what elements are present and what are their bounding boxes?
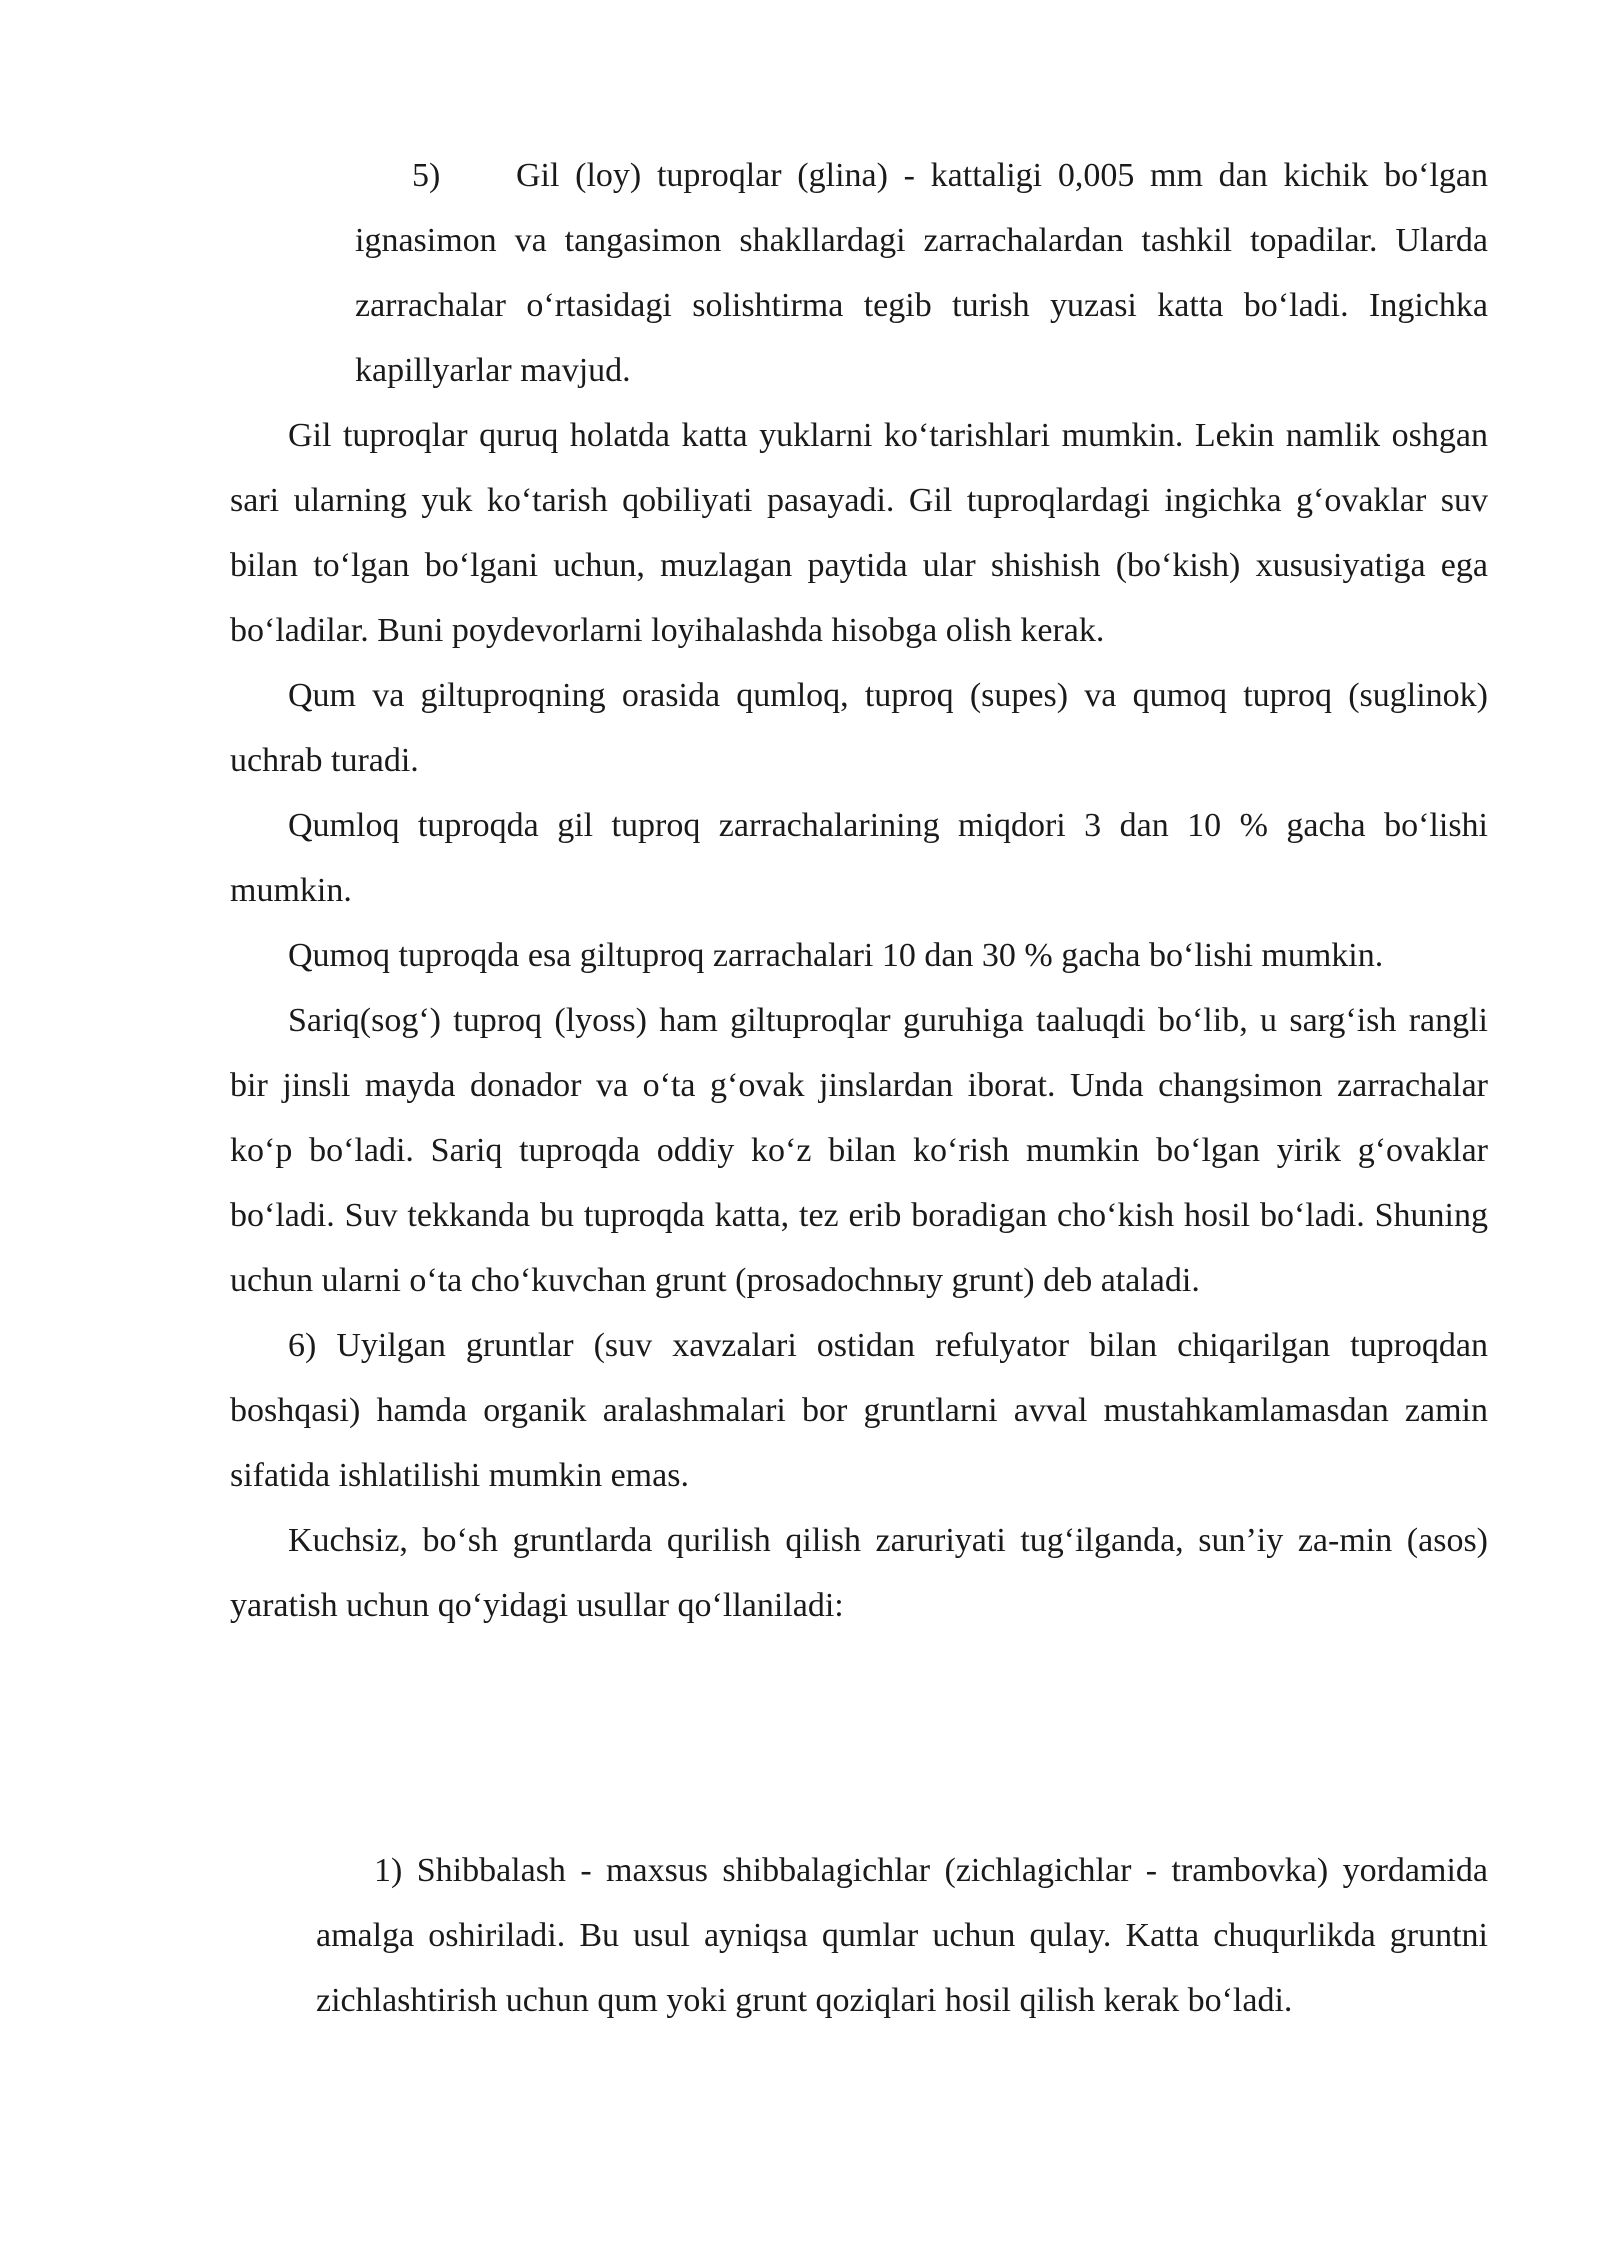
list-item-1-text: 1) Shibbalash - maxsus shibbalagichlar (zichlagichlar - trambovka) yordamida amalga oshiriladi. Bu usul ayniqsa qumlar uchun qulay. Katta chuqurlikda gruntni zichlashtirish uchun qum yoki grunt qoziqlari hosil qilish kerak bo‘ladi. <box>316 1852 1488 2019</box>
paragraph-qum-giltuproq: Qum va giltuproqning orasida qumloq, tuproq (supes) va qumoq tuproq (suglinok) uchrab turadi. <box>230 677 1488 779</box>
list-item-5 <box>355 143 1488 403</box>
paragraph-gil-tuproqlar: Gil tuproqlar quruq holatda katta yuklarni ko‘tarishlari mumkin. Lekin namlik oshgan sari ularning yuk ko‘tarish qobiliyati pasayadi. Gil tuproqlardagi ingichka g‘ovaklar suv bilan to‘lgan bo‘lgani uchun, muzlagan paytida ular shishish (bo‘kish) xususiyatiga ega bo‘ladilar. Buni poydevorlarni loyihalashda hisobga olish kerak. <box>230 417 1488 649</box>
list-item-5-text: Gil (loy) tuproqlar (glina) - kattaligi 0,005 mm dan kichik bo‘lgan ignasimon va tangasimon shakllardagi zarrachalardan tashkil topadilar. Ularda zarrachalar o‘rtasidagi solishtirma tegib turish yuzasi katta bo‘ladi. Ingichka kapillyarlar mavjud. <box>355 157 1488 389</box>
paragraph-qumoq: Qumoq tuproqda esa giltuproq zarrachalari 10 dan 30 % gacha bo‘lishi mumkin. <box>288 937 1384 974</box>
paragraph-qumloq: Qumloq tuproqda gil tuproq zarrachalarining miqdori 3 dan 10 % gacha bo‘lishi mumkin. <box>230 807 1488 909</box>
body-text <box>230 403 1488 1638</box>
paragraph-kuchsiz-gruntlar: Kuchsiz, bo‘sh gruntlarda qurilish qilish zaruriyati tug‘ilganda, sun’iy za-min (asos) yaratish uchun qo‘yidagi usullar qo‘llaniladi: <box>230 1522 1488 1624</box>
paragraph-sariq-tuproq: Sariq(sog‘) tuproq (lyoss) ham giltuproqlar guruhiga taaluqdi bo‘lib, u sarg‘ish rangli bir jinsli mayda donador va o‘ta g‘ovak jinslardan iborat. Unda changsimon zarrachalar ko‘p bo‘ladi. Sariq tuproqda oddiy ko‘z bilan ko‘rish mumkin bo‘lgan yirik g‘ovaklar bo‘ladi. Suv tekkanda bu tuproqda katta, tez erib boradigan cho‘kish hosil bo‘ladi. Shuning uchun ularni o‘ta cho‘kuvchan grunt (prosadochnыy grunt) deb ataladi. <box>230 1002 1488 1299</box>
paragraph-uyilgan-gruntlar: 6) Uyilgan gruntlar (suv xavzalari ostidan refulyator bilan chiqarilgan tuproqdan boshqasi) hamda organik aralashmalari bor gruntlarni avval mustahkamlamasdan zamin sifatida ishlatilishi mumkin emas. <box>230 1327 1488 1494</box>
list-item-1 <box>316 1838 1488 2033</box>
list-item-5-number: 5) <box>412 157 441 194</box>
list-item-5-paragraph <box>355 143 1488 403</box>
